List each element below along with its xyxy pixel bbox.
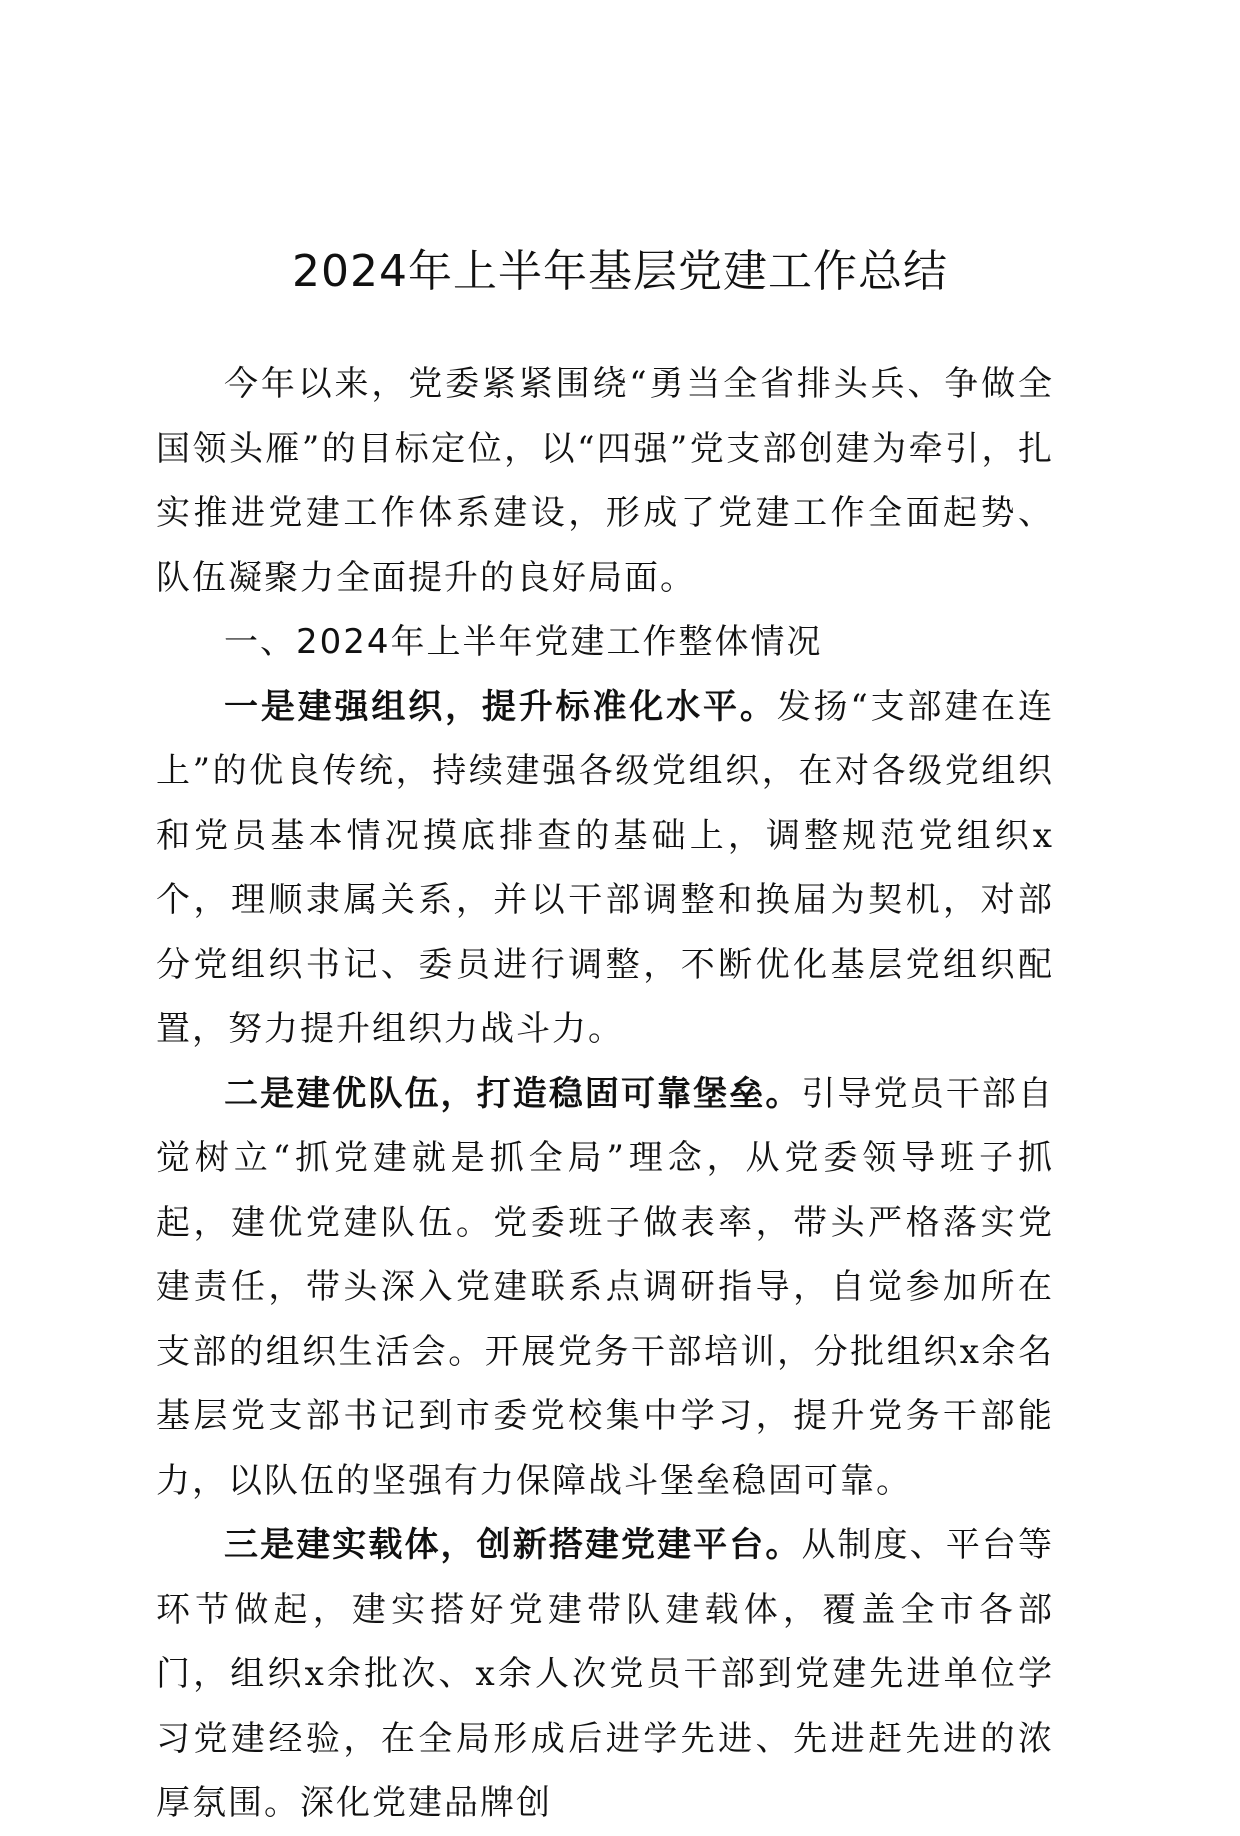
point-lead: 三是建实载体，创新搭建党建平台。 <box>224 1525 802 1565</box>
point-lead: 二是建优队伍，打造稳固可靠堡垒。 <box>224 1073 802 1114</box>
point-paragraph-3 <box>156 1513 1054 1836</box>
point-text: 引导党员干部自觉树立“抓党建就是抓全局”理念，从党委领导班子抓起，建优党建队伍。党委班子做表率，带头严格落实党建责任，带头深入党建联系点调研指导，自觉参加所在支部的组织生活会。开展党务干部培训，分批组织x余名基层党支部书记到市委党校集中学习，提升党务干部能力，以队伍的坚强有力保障战斗堡垒稳固可靠。 <box>156 1073 1054 1501</box>
document-title: 2024年上半年基层党建工作总结 <box>292 246 948 297</box>
intro-paragraph: 今年以来，党委紧紧围绕“勇当全省排头兵、争做全国领头雁”的目标定位，以“四强”党支部创建为牵引，扎实推进党建工作体系建设，形成了党建工作全面起势、队伍凝聚力全面提升的良好局面。 <box>156 364 1054 598</box>
point-paragraph-1 <box>156 675 1054 1062</box>
point-paragraph-2 <box>156 1062 1054 1514</box>
point-text: 从制度、平台等环节做起，建实搭好党建带队建载体，覆盖全市各部门，组织x余批次、x余人次党员干部到党建先进单位学习党建经验，在全局形成后进学先进、先进赶先进的浓厚氛围。深化党建品牌创 <box>156 1525 1054 1823</box>
point-lead: 一是建强组织，提升标准化水平。 <box>224 686 777 727</box>
point-text: 发扬“支部建在连上”的优良传统，持续建强各级党组织，在对各级党组织和党员基本情况摸底排查的基础上，调整规范党组织x个，理顺隶属关系，并以干部调整和换届为契机，对部分党组织书记、委员进行调整，不断优化基层党组织配置，努力提升组织力战斗力。 <box>156 686 1054 1049</box>
document-body <box>156 352 1054 1836</box>
section-heading: 一、2024年上半年党建工作整体情况 <box>224 622 823 662</box>
